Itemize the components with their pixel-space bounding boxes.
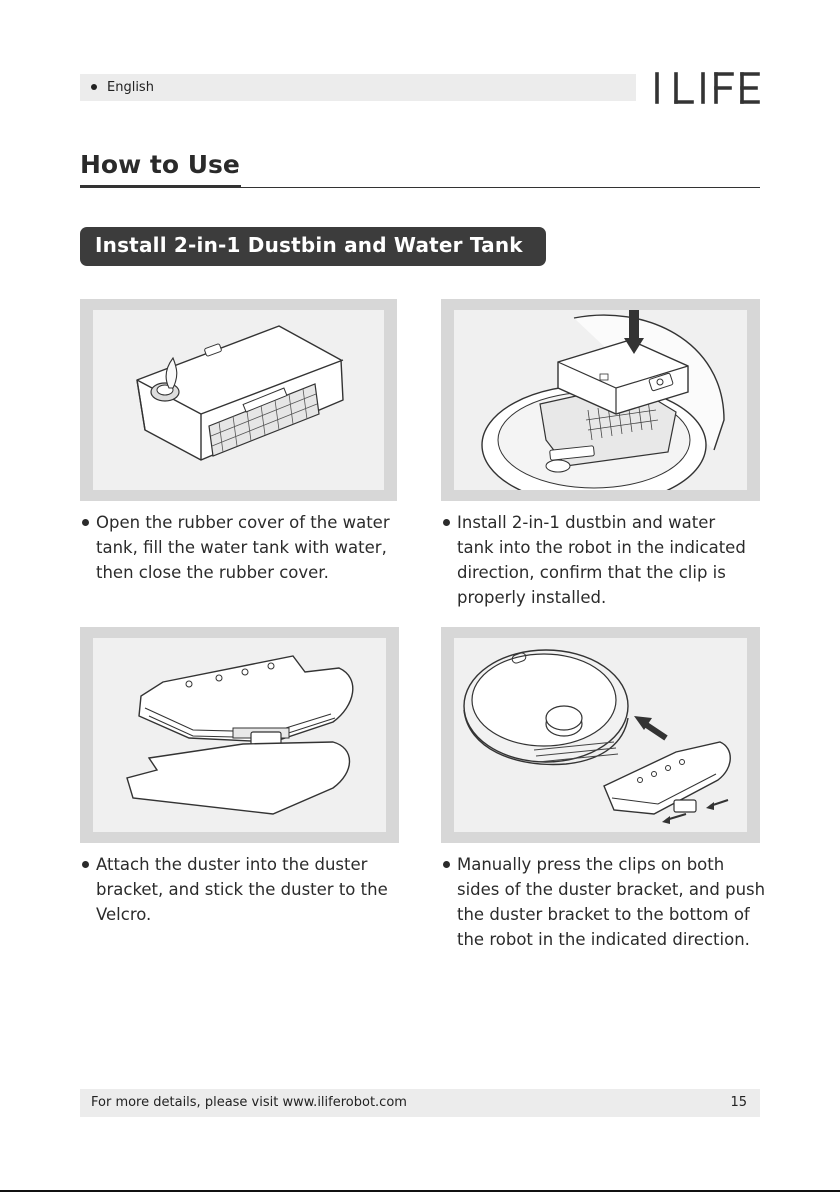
dustbin-insert-image bbox=[454, 310, 747, 490]
duster-attach-image bbox=[93, 638, 386, 832]
step-text: Open the rubber cover of the water tank, fill the water tank with water, then close the rubber cover. bbox=[96, 513, 390, 582]
language-label: English bbox=[107, 80, 154, 95]
step-caption-4 bbox=[443, 852, 768, 952]
bracket-push-image bbox=[454, 638, 747, 832]
water-tank-illustration bbox=[93, 310, 384, 490]
water-tank-image bbox=[93, 310, 384, 490]
language-bar bbox=[80, 74, 636, 101]
footer-bar bbox=[80, 1089, 760, 1117]
page-title: How to Use bbox=[80, 150, 240, 179]
step-text: Attach the duster into the duster bracket, and stick the duster to the Velcro. bbox=[96, 855, 388, 924]
illustration-panel-duster-attach bbox=[80, 627, 399, 843]
step-text: Manually press the clips on both sides of the duster bracket, and push the duster bracket to the bottom of the robot in the indicated direction. bbox=[457, 855, 766, 949]
subsection-title: Install 2-in-1 Dustbin and Water Tank bbox=[95, 233, 523, 257]
step-text: Install 2-in-1 dustbin and water tank into the robot in the indicated direction, confirm that the clip is properly installed. bbox=[457, 513, 746, 607]
bracket-push-illustration bbox=[454, 638, 747, 832]
step-caption-2 bbox=[443, 510, 755, 610]
page-number: 15 bbox=[730, 1095, 747, 1110]
title-underline bbox=[80, 185, 241, 188]
ilife-logo bbox=[654, 70, 760, 106]
illustration-panel-dustbin-insert bbox=[441, 299, 760, 501]
illustration-panel-bracket-push bbox=[441, 627, 760, 843]
bullet-icon bbox=[82, 519, 89, 526]
duster-attach-illustration bbox=[93, 638, 386, 832]
illustration-panel-water-tank bbox=[80, 299, 397, 501]
step-caption-3 bbox=[82, 852, 402, 927]
bullet-icon bbox=[91, 84, 97, 90]
subsection-banner bbox=[80, 227, 546, 266]
dustbin-insert-illustration bbox=[454, 310, 747, 490]
bullet-icon bbox=[82, 861, 89, 868]
step-caption-1 bbox=[82, 510, 402, 585]
bullet-icon bbox=[443, 861, 450, 868]
footer-text: For more details, please visit www.iliferobot.com bbox=[91, 1095, 407, 1110]
bullet-icon bbox=[443, 519, 450, 526]
